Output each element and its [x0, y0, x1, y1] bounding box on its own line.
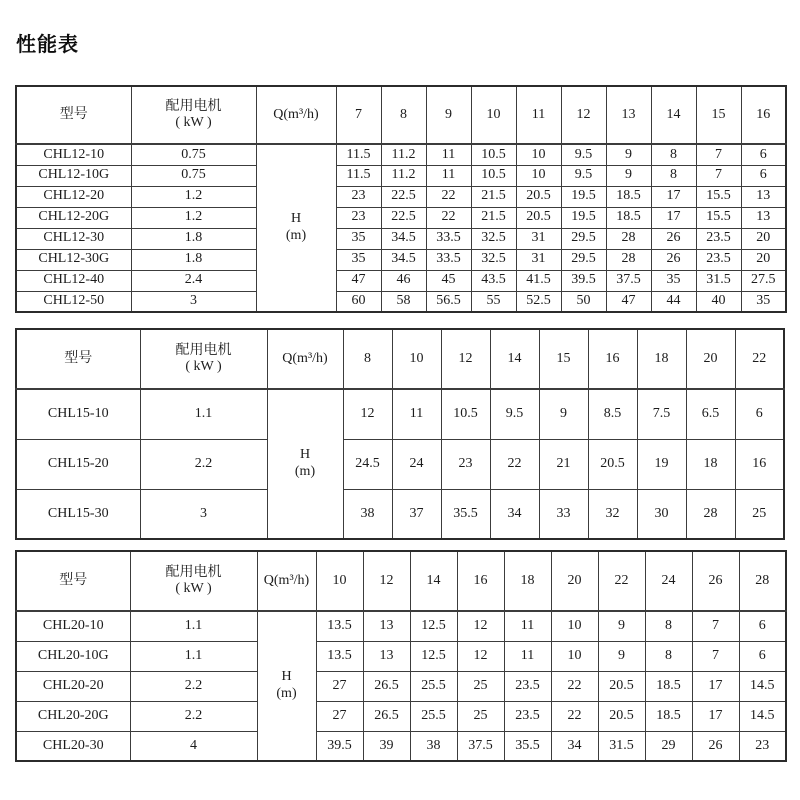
head-value-cell: 31	[516, 249, 561, 270]
table-row	[16, 228, 786, 249]
motor-power-cell: 4	[130, 731, 257, 761]
table-row	[16, 671, 786, 701]
head-value-cell: 10.5	[471, 144, 516, 165]
head-value-cell: 27	[316, 701, 363, 731]
motor-header-line2: ( kW )	[175, 581, 212, 596]
q-value-header: 12	[561, 86, 606, 144]
performance-table-chl12	[15, 85, 787, 313]
q-value-header: 18	[504, 551, 551, 611]
head-value-cell: 9	[598, 611, 645, 641]
q-value-header: 8	[343, 329, 392, 389]
head-value-cell: 29.5	[561, 249, 606, 270]
head-value-cell: 25	[457, 701, 504, 731]
head-value-cell: 35.5	[441, 489, 490, 539]
head-value-cell: 11	[426, 165, 471, 186]
motor-power-cell: 2.2	[140, 439, 267, 489]
head-value-cell: 60	[336, 291, 381, 312]
model-cell: CHL12-40	[16, 270, 131, 291]
tables-container	[15, 85, 787, 762]
head-value-cell: 44	[651, 291, 696, 312]
q-value-header: 24	[645, 551, 692, 611]
head-value-cell: 19.5	[561, 186, 606, 207]
head-value-cell: 31.5	[696, 270, 741, 291]
head-value-cell: 12	[457, 611, 504, 641]
head-value-cell: 13	[363, 611, 410, 641]
performance-table-chl15	[15, 328, 785, 540]
table-row	[16, 641, 786, 671]
head-value-cell: 23.5	[696, 228, 741, 249]
q-value-header: 10	[316, 551, 363, 611]
head-value-cell: 28	[686, 489, 735, 539]
head-value-cell: 9	[539, 389, 588, 439]
model-cell: CHL20-30	[16, 731, 130, 761]
head-value-cell: 8	[645, 641, 692, 671]
q-value-header: 18	[637, 329, 686, 389]
head-value-cell: 22.5	[381, 186, 426, 207]
model-cell: CHL20-10G	[16, 641, 130, 671]
head-value-cell: 56.5	[426, 291, 471, 312]
model-cell: CHL12-30G	[16, 249, 131, 270]
head-value-cell: 28	[606, 228, 651, 249]
head-value-cell: 39.5	[316, 731, 363, 761]
performance-table-chl20	[15, 550, 787, 762]
head-value-cell: 9	[606, 144, 651, 165]
page-title: 性能表	[16, 34, 79, 56]
head-value-cell: 15.5	[696, 207, 741, 228]
q-value-header: 12	[441, 329, 490, 389]
head-unit-cell	[267, 389, 343, 539]
head-value-cell: 34.5	[381, 228, 426, 249]
head-value-cell: 18.5	[645, 701, 692, 731]
motor-power-cell: 1.1	[130, 611, 257, 641]
head-value-cell: 20.5	[516, 186, 561, 207]
head-value-cell: 29.5	[561, 228, 606, 249]
q-value-header: 14	[410, 551, 457, 611]
header-row	[16, 86, 786, 144]
head-value-cell: 22	[490, 439, 539, 489]
motor-header	[140, 329, 267, 389]
flow-header: Q(m³/h)	[256, 86, 336, 144]
head-unit-cell	[257, 611, 316, 761]
head-value-cell: 17	[692, 701, 739, 731]
head-value-cell: 19.5	[561, 207, 606, 228]
head-value-cell: 22	[426, 186, 471, 207]
head-value-cell: 8.5	[588, 389, 637, 439]
head-value-cell: 29	[645, 731, 692, 761]
head-value-cell: 37.5	[606, 270, 651, 291]
motor-power-cell: 3	[131, 291, 256, 312]
motor-header-line2: ( kW )	[175, 115, 212, 130]
head-value-cell: 33.5	[426, 249, 471, 270]
table-row	[16, 249, 786, 270]
head-value-cell: 26	[692, 731, 739, 761]
motor-power-cell: 1.2	[131, 186, 256, 207]
head-value-cell: 26.5	[363, 671, 410, 701]
q-value-header: 7	[336, 86, 381, 144]
head-value-cell: 12.5	[410, 641, 457, 671]
head-value-cell: 18.5	[645, 671, 692, 701]
head-value-cell: 46	[381, 270, 426, 291]
motor-header-line1: 配用电机	[165, 564, 222, 580]
head-label: H	[281, 669, 292, 685]
head-value-cell: 22.5	[381, 207, 426, 228]
head-value-cell: 52.5	[516, 291, 561, 312]
head-value-cell: 13	[363, 641, 410, 671]
head-value-cell: 12.5	[410, 611, 457, 641]
model-cell: CHL12-10	[16, 144, 131, 165]
head-value-cell: 6.5	[686, 389, 735, 439]
head-value-cell: 10.5	[471, 165, 516, 186]
head-value-cell: 20.5	[598, 671, 645, 701]
head-value-cell: 28	[606, 249, 651, 270]
head-value-cell: 14.5	[739, 701, 786, 731]
head-value-cell: 10	[516, 165, 561, 186]
head-value-cell: 12	[457, 641, 504, 671]
head-value-cell: 14.5	[739, 671, 786, 701]
motor-power-cell: 2.2	[130, 671, 257, 701]
motor-power-cell: 1.1	[130, 641, 257, 671]
head-value-cell: 8	[651, 165, 696, 186]
head-value-cell: 27.5	[741, 270, 786, 291]
q-value-header: 28	[739, 551, 786, 611]
motor-header	[130, 551, 257, 611]
head-value-cell: 11.5	[336, 144, 381, 165]
table-row	[16, 270, 786, 291]
head-value-cell: 10	[516, 144, 561, 165]
q-value-header: 13	[606, 86, 651, 144]
head-value-cell: 10	[551, 641, 598, 671]
table-row	[16, 389, 784, 439]
q-value-header: 26	[692, 551, 739, 611]
head-value-cell: 16	[735, 439, 784, 489]
motor-power-cell: 1.8	[131, 228, 256, 249]
head-value-cell: 13	[741, 207, 786, 228]
model-cell: CHL15-30	[16, 489, 140, 539]
head-unit: (m)	[294, 464, 316, 479]
head-label: H	[290, 211, 302, 227]
head-value-cell: 35	[336, 228, 381, 249]
q-value-header: 15	[539, 329, 588, 389]
q-value-header: 16	[457, 551, 504, 611]
head-value-cell: 39	[363, 731, 410, 761]
head-value-cell: 32.5	[471, 228, 516, 249]
table-row	[16, 489, 784, 539]
head-value-cell: 13.5	[316, 611, 363, 641]
motor-power-cell: 2.4	[131, 270, 256, 291]
model-header: 型号	[16, 329, 140, 389]
head-value-cell: 11	[504, 611, 551, 641]
head-value-cell: 21.5	[471, 186, 516, 207]
motor-power-cell: 1.2	[131, 207, 256, 228]
head-value-cell: 15.5	[696, 186, 741, 207]
header-row	[16, 329, 784, 389]
q-value-header: 8	[381, 86, 426, 144]
motor-header	[131, 86, 256, 144]
model-cell: CHL12-50	[16, 291, 131, 312]
head-value-cell: 9	[606, 165, 651, 186]
q-value-header: 16	[588, 329, 637, 389]
model-cell: CHL20-20	[16, 671, 130, 701]
flow-header: Q(m³/h)	[267, 329, 343, 389]
head-value-cell: 11.5	[336, 165, 381, 186]
head-value-cell: 25.5	[410, 671, 457, 701]
flow-header: Q(m³/h)	[257, 551, 316, 611]
head-value-cell: 23.5	[696, 249, 741, 270]
head-value-cell: 7.5	[637, 389, 686, 439]
head-value-cell: 20	[741, 249, 786, 270]
head-value-cell: 17	[651, 186, 696, 207]
head-value-cell: 25	[457, 671, 504, 701]
q-value-header: 20	[686, 329, 735, 389]
head-value-cell: 11	[392, 389, 441, 439]
head-value-cell: 35.5	[504, 731, 551, 761]
q-value-header: 15	[696, 86, 741, 144]
head-value-cell: 6	[735, 389, 784, 439]
head-value-cell: 22	[426, 207, 471, 228]
model-cell: CHL20-20G	[16, 701, 130, 731]
head-value-cell: 21.5	[471, 207, 516, 228]
head-value-cell: 11	[504, 641, 551, 671]
model-cell: CHL12-20	[16, 186, 131, 207]
head-value-cell: 43.5	[471, 270, 516, 291]
head-value-cell: 27	[316, 671, 363, 701]
head-value-cell: 23.5	[504, 671, 551, 701]
q-value-header: 14	[651, 86, 696, 144]
head-value-cell: 18	[686, 439, 735, 489]
motor-power-cell: 0.75	[131, 165, 256, 186]
motor-header-line1: 配用电机	[165, 98, 222, 114]
model-cell: CHL20-10	[16, 611, 130, 641]
table-row	[16, 186, 786, 207]
head-unit-cell	[256, 144, 336, 312]
table-row	[16, 701, 786, 731]
table-row	[16, 207, 786, 228]
head-value-cell: 6	[739, 641, 786, 671]
head-value-cell: 58	[381, 291, 426, 312]
model-header: 型号	[16, 551, 130, 611]
head-value-cell: 38	[343, 489, 392, 539]
head-value-cell: 37.5	[457, 731, 504, 761]
head-value-cell: 23	[336, 186, 381, 207]
header-row	[16, 551, 786, 611]
head-value-cell: 7	[696, 165, 741, 186]
motor-power-cell: 3	[140, 489, 267, 539]
head-value-cell: 20	[741, 228, 786, 249]
head-value-cell: 50	[561, 291, 606, 312]
head-value-cell: 19	[637, 439, 686, 489]
q-value-header: 16	[741, 86, 786, 144]
head-value-cell: 26.5	[363, 701, 410, 731]
head-value-cell: 26	[651, 249, 696, 270]
head-unit: (m)	[276, 686, 297, 701]
head-value-cell: 31.5	[598, 731, 645, 761]
head-value-cell: 23	[739, 731, 786, 761]
head-value-cell: 10.5	[441, 389, 490, 439]
head-value-cell: 45	[426, 270, 471, 291]
head-value-cell: 9	[598, 641, 645, 671]
head-value-cell: 38	[410, 731, 457, 761]
q-value-header: 14	[490, 329, 539, 389]
head-value-cell: 40	[696, 291, 741, 312]
head-value-cell: 24	[392, 439, 441, 489]
head-value-cell: 55	[471, 291, 516, 312]
head-value-cell: 20.5	[588, 439, 637, 489]
head-value-cell: 9.5	[561, 144, 606, 165]
table-row	[16, 291, 786, 312]
head-value-cell: 11	[426, 144, 471, 165]
head-value-cell: 47	[606, 291, 651, 312]
head-value-cell: 24.5	[343, 439, 392, 489]
q-value-header: 22	[598, 551, 645, 611]
head-value-cell: 22	[551, 701, 598, 731]
head-value-cell: 23.5	[504, 701, 551, 731]
head-value-cell: 17	[651, 207, 696, 228]
head-value-cell: 7	[692, 641, 739, 671]
head-value-cell: 30	[637, 489, 686, 539]
motor-power-cell: 1.1	[140, 389, 267, 439]
head-value-cell: 31	[516, 228, 561, 249]
head-value-cell: 6	[741, 144, 786, 165]
head-value-cell: 20.5	[516, 207, 561, 228]
head-value-cell: 7	[692, 611, 739, 641]
head-value-cell: 13.5	[316, 641, 363, 671]
head-value-cell: 37	[392, 489, 441, 539]
q-value-header: 12	[363, 551, 410, 611]
head-value-cell: 8	[645, 611, 692, 641]
table-row	[16, 611, 786, 641]
motor-header-line1: 配用电机	[175, 342, 232, 358]
head-value-cell: 17	[692, 671, 739, 701]
head-value-cell: 35	[651, 270, 696, 291]
head-unit: (m)	[285, 228, 307, 243]
table-row	[16, 439, 784, 489]
head-value-cell: 34	[490, 489, 539, 539]
head-value-cell: 18.5	[606, 207, 651, 228]
q-value-header: 11	[516, 86, 561, 144]
head-value-cell: 18.5	[606, 186, 651, 207]
head-value-cell: 8	[651, 144, 696, 165]
motor-power-cell: 1.8	[131, 249, 256, 270]
head-value-cell: 32	[588, 489, 637, 539]
q-value-header: 22	[735, 329, 784, 389]
head-value-cell: 13	[741, 186, 786, 207]
head-value-cell: 12	[343, 389, 392, 439]
model-cell: CHL12-30	[16, 228, 131, 249]
head-value-cell: 34	[551, 731, 598, 761]
head-value-cell: 47	[336, 270, 381, 291]
model-cell: CHL12-10G	[16, 165, 131, 186]
model-cell: CHL15-20	[16, 439, 140, 489]
head-value-cell: 10	[551, 611, 598, 641]
motor-header-line2: ( kW )	[185, 359, 222, 374]
q-value-header: 10	[471, 86, 516, 144]
head-value-cell: 32.5	[471, 249, 516, 270]
head-value-cell: 6	[741, 165, 786, 186]
head-value-cell: 11.2	[381, 165, 426, 186]
model-header: 型号	[16, 86, 131, 144]
table-row	[16, 731, 786, 761]
head-value-cell: 33.5	[426, 228, 471, 249]
model-cell: CHL12-20G	[16, 207, 131, 228]
head-value-cell: 41.5	[516, 270, 561, 291]
head-value-cell: 23	[336, 207, 381, 228]
head-value-cell: 35	[336, 249, 381, 270]
head-label: H	[299, 447, 311, 463]
head-value-cell: 33	[539, 489, 588, 539]
model-cell: CHL15-10	[16, 389, 140, 439]
head-value-cell: 39.5	[561, 270, 606, 291]
head-value-cell: 34.5	[381, 249, 426, 270]
head-value-cell: 25.5	[410, 701, 457, 731]
table-row	[16, 165, 786, 186]
table-row	[16, 144, 786, 165]
head-value-cell: 23	[441, 439, 490, 489]
motor-power-cell: 2.2	[130, 701, 257, 731]
head-value-cell: 6	[739, 611, 786, 641]
head-value-cell: 21	[539, 439, 588, 489]
head-value-cell: 9.5	[561, 165, 606, 186]
head-value-cell: 26	[651, 228, 696, 249]
head-value-cell: 11.2	[381, 144, 426, 165]
head-value-cell: 9.5	[490, 389, 539, 439]
head-value-cell: 22	[551, 671, 598, 701]
q-value-header: 10	[392, 329, 441, 389]
head-value-cell: 35	[741, 291, 786, 312]
head-value-cell: 25	[735, 489, 784, 539]
motor-power-cell: 0.75	[131, 144, 256, 165]
head-value-cell: 20.5	[598, 701, 645, 731]
q-value-header: 9	[426, 86, 471, 144]
q-value-header: 20	[551, 551, 598, 611]
head-value-cell: 7	[696, 144, 741, 165]
